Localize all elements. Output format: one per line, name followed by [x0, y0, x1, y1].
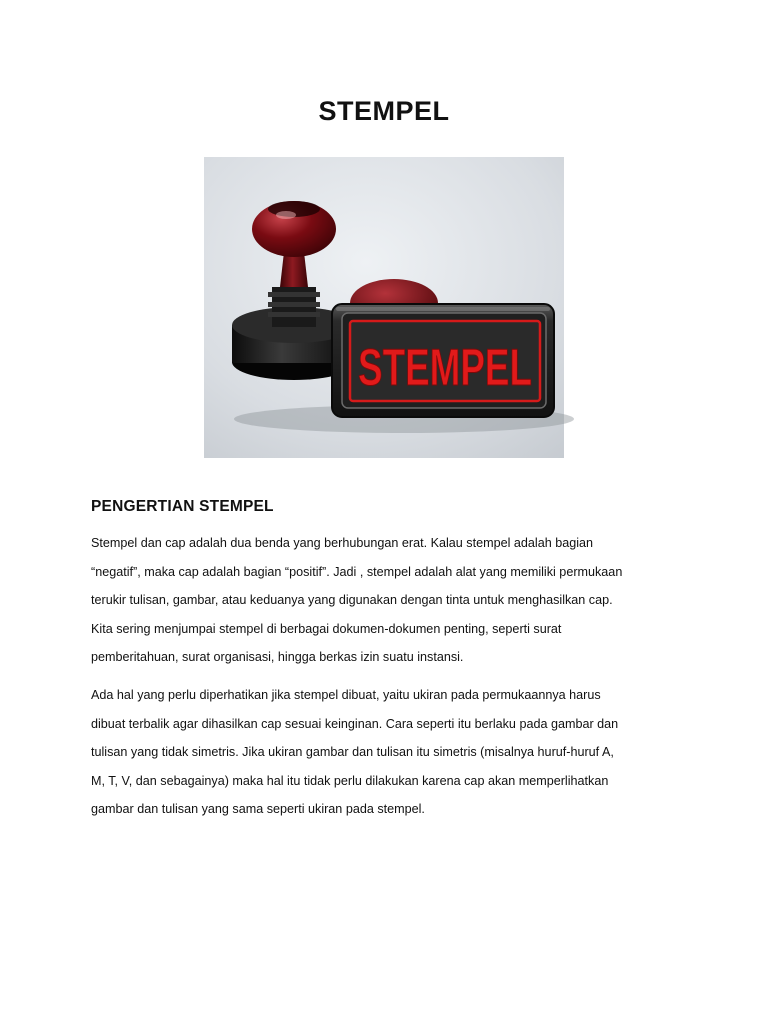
stamp-text: STEMPEL: [358, 339, 532, 397]
paragraph-line: Stempel dan cap adalah dua benda yang berhubungan erat. Kalau stempel adalah bagian: [91, 536, 594, 550]
rubber-stamp-image: [204, 157, 564, 458]
paragraph-line: Ada hal yang perlu diperhatikan jika stempel dibuat, yaitu ukiran pada permukaannya harus: [91, 688, 601, 702]
paragraph-line: “negatif”, maka cap adalah bagian “positif”. Jadi , stempel adalah alat yang memiliki permukaan: [91, 564, 623, 579]
document-title: STEMPEL: [318, 96, 450, 126]
paragraph-line: M, T, V, dan sebagainya) maka hal itu tidak perlu dilakukan karena cap akan memperlihatkan: [91, 773, 609, 788]
paragraph-2: [91, 681, 691, 824]
paragraph-line: terukir tulisan, gambar, atau keduanya yang digunakan dengan tinta untuk menghasilkan cap.: [91, 593, 613, 608]
paragraph-1: [91, 529, 691, 672]
stamp-photo: [204, 157, 564, 458]
paragraph-line: pemberitahuan, surat organisasi, hingga berkas izin suatu instansi.: [91, 650, 464, 665]
paragraph-line: dibuat terbalik agar dihasilkan cap sesuai keinginan. Cara seperti itu berlaku pada gambar dan: [91, 716, 619, 731]
section-heading: PENGERTIAN STEMPEL: [91, 498, 274, 515]
paragraph-line: tulisan yang tidak simetris. Jika ukiran gambar dan tulisan itu simetris (misalnya huruf-huruf A,: [91, 745, 614, 760]
paragraph-line: gambar dan tulisan yang sama seperti ukiran pada stempel.: [91, 802, 425, 817]
paragraph-line: Kita sering menjumpai stempel di berbagai dokumen-dokumen penting, seperti surat: [91, 621, 562, 636]
